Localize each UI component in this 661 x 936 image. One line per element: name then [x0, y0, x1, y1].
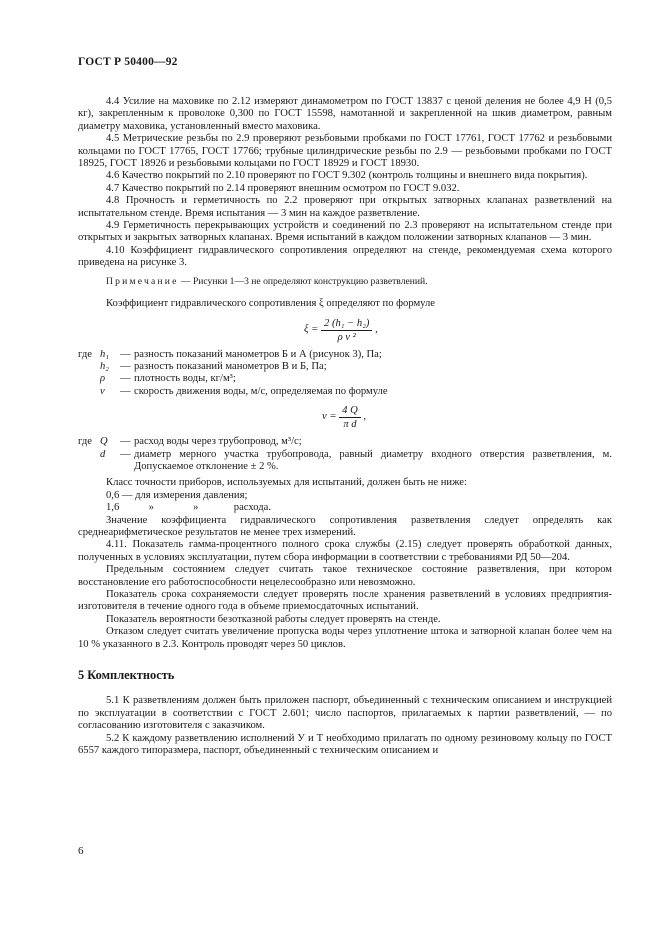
paragraph-storage: Показатель срока сохраняемости следует проверять после хранения разветвлений в условиях предприятия-изготовителя в течение одного года в объеме приемосдаточных испытаний.: [78, 589, 612, 613]
where-row: [78, 373, 388, 385]
where-row: [78, 349, 388, 361]
paragraph-failure: Отказом следует считать увеличение пропуска воды через уплотнение штока и затворной клапан более чем на 10 % указанного в 2.3. Контроль проводят через 50 циклов.: [78, 626, 612, 650]
paragraph-5-2: 5.2 К каждому разветвлению исполнений У и Т необходимо прилагать по одному резиновому кольцу по ГОСТ 6557 каждого типоразмера, паспорт, объединенный с техническим описанием и: [78, 732, 612, 757]
where-lead: [78, 386, 100, 398]
where-row: [78, 386, 388, 398]
accuracy-text: расхода.: [233, 502, 271, 514]
where-lead: [78, 361, 100, 373]
formula-v-numerator: 4 Q: [339, 404, 361, 418]
where-row: [78, 449, 612, 474]
accuracy-line-1: 0,6 — для измерения давления;: [106, 489, 248, 501]
paragraph-5-1: 5.1 К разветвлениям должен быть приложен паспорт, объединенный с техническим описанием и инструкцией по эксплуатации в соответствии с ГОСТ 2.601; число паспортов, прилагаемых к партии разветвлений, — по согласованию изготовителя с заказчиком.: [78, 695, 612, 732]
symbol-definition: расход воды через трубопровод, м³/с;: [134, 436, 302, 448]
page-content: [78, 96, 612, 757]
formula-xi-fraction: [321, 317, 372, 344]
symbol-v: v: [100, 385, 105, 397]
note: [78, 276, 612, 288]
paragraph-4-6: 4.6 Качество покрытий по 2.10 проверяют по ГОСТ 9.302 (контроль толщины и внешнего вида покрытия).: [106, 170, 588, 182]
paragraph-4-9: 4.9 Герметичность перекрывающих устройств и соединений по 2.3 проверяют на испытательном стенде при открытых и закрытых затворных клапанах. Время испытаний в каждом положении затворных клапанов — 3 мин.: [78, 220, 612, 244]
accuracy-intro: Класс точности приборов, используемых для испытаний, должен быть не ниже:: [106, 477, 467, 489]
accuracy-value: 1,6: [106, 502, 120, 514]
symbol-definition: скорость движения воды, м/с, определяемая по формуле: [134, 385, 388, 397]
formula-v-fraction: [339, 404, 361, 431]
where-list-1: [78, 349, 388, 399]
paragraph-4-5: 4.5 Метрические резьбы по 2.9 проверяют резьбовыми пробками по ГОСТ 17761, ГОСТ 17762 и резьбовыми кольцами по ГОСТ 17765, ГОСТ 17766; трубные цилиндрические резьбы по 2.9 — резьбовыми пробками по ГОСТ 18925, ГОСТ 18926 и резьбовыми кольцами по ГОСТ 18929 и ГОСТ 18930.: [78, 133, 612, 170]
paragraph-4-10: 4.10 Коэффициент гидравлического сопротивления определяют на стенде, рекомендуемая схема которого приведена на рисунке 3.: [78, 244, 612, 269]
dash: —: [120, 385, 131, 397]
formula-xi: [78, 315, 612, 347]
note-text: — Рисунки 1—3 не определяют конструкцию разветвлений.: [180, 275, 428, 287]
page-header: ГОСТ Р 50400—92: [78, 56, 178, 68]
dash: —: [120, 348, 131, 360]
formula-v-denominator: π d: [343, 419, 357, 431]
formula-xi-numerator: 2 (h₁ − h₂): [321, 317, 372, 331]
formula-v: [78, 402, 612, 434]
dash: —: [120, 448, 131, 460]
symbol-rho: ρ: [100, 373, 106, 385]
ditto-mark: »: [148, 502, 154, 514]
symbol-definition: разность показаний манометров В и Б, Па;: [134, 360, 327, 372]
where-lead: [78, 373, 100, 385]
note-label: Примечание: [106, 275, 179, 287]
where-row: [78, 361, 388, 373]
formula-xi-denominator: ρ v ²: [337, 331, 356, 343]
dash: —: [120, 436, 131, 448]
formula-intro: Коэффициент гидравлического сопротивления ξ определяют по формуле: [106, 298, 435, 310]
where-lead: где: [78, 348, 92, 360]
symbol-definition: диаметр мерного участка трубопровода, равный диаметру входного отверстия разветвления, м. Допускаемое отклонение ± 2 %.: [134, 448, 612, 472]
ditto-mark: »: [193, 502, 199, 514]
symbol-definition: разность показаний манометров Б и А (рисунок 3), Па;: [134, 348, 382, 360]
symbol-q: Q: [100, 436, 108, 448]
symbol-definition: плотность воды, кг/м³;: [134, 373, 236, 385]
formula-v-lhs: v =: [322, 411, 337, 423]
section-heading: 5 Комплектность: [78, 668, 175, 683]
where-row: [78, 436, 612, 448]
symbol-d: d: [100, 448, 106, 460]
where-lead: [78, 449, 100, 474]
dash: —: [120, 360, 131, 372]
paragraph-reliability: Показатель вероятности безотказной работы следует проверять на стенде.: [106, 613, 441, 625]
paragraph-mean: Значение коэффициента гидравлического сопротивления разветвления следует определять как среднеарифметическое результатов не менее трех измерений.: [78, 514, 612, 538]
formula-xi-lhs: ξ =: [304, 323, 319, 335]
formula-v-comma: ,: [363, 411, 367, 423]
dash: —: [120, 373, 131, 385]
paragraph-4-11: 4.11. Показатель гамма-процентного полного срока службы (2.15) следует проверять обработкой данных, полученных в условиях эксплуатации, путем сбора информации в соответствии с требованиями РД 50—204.: [78, 539, 612, 563]
paragraph-4-7: 4.7 Качество покрытий по 2.14 проверяют внешним осмотром по ГОСТ 9.032.: [106, 182, 460, 194]
symbol-h2: h₂: [100, 360, 109, 372]
paragraph-limit-state: Предельным состоянием следует считать такое техническое состояние разветвления, при котором восстановление его работоспособности нецелесообразно или невозможно.: [78, 564, 612, 588]
formula-xi-comma: ,: [375, 323, 378, 335]
where-list-2: [78, 436, 612, 473]
where-lead: где: [78, 436, 92, 448]
page-number: 6: [78, 845, 84, 857]
accuracy-line-2: [78, 502, 612, 514]
paragraph-4-4: 4.4 Усилие на маховике по 2.12 измеряют динамометром по ГОСТ 13837 с ценой деления не более 4,9 Н (0,5 кг), закрепленным к проволоке 0,300 по ГОСТ 15598, намотанной и закрепленной на шкив диаметром, равным диаметру маховика, установленный вместо маховика.: [78, 96, 612, 132]
symbol-h1: h₁: [100, 348, 109, 360]
paragraph-4-8: 4.8 Прочность и герметичность по 2.2 проверяют при открытых затворных клапанах разветвлений на испытательном стенде. Время испытания — 3 мин на каждое разветвление.: [78, 195, 612, 219]
